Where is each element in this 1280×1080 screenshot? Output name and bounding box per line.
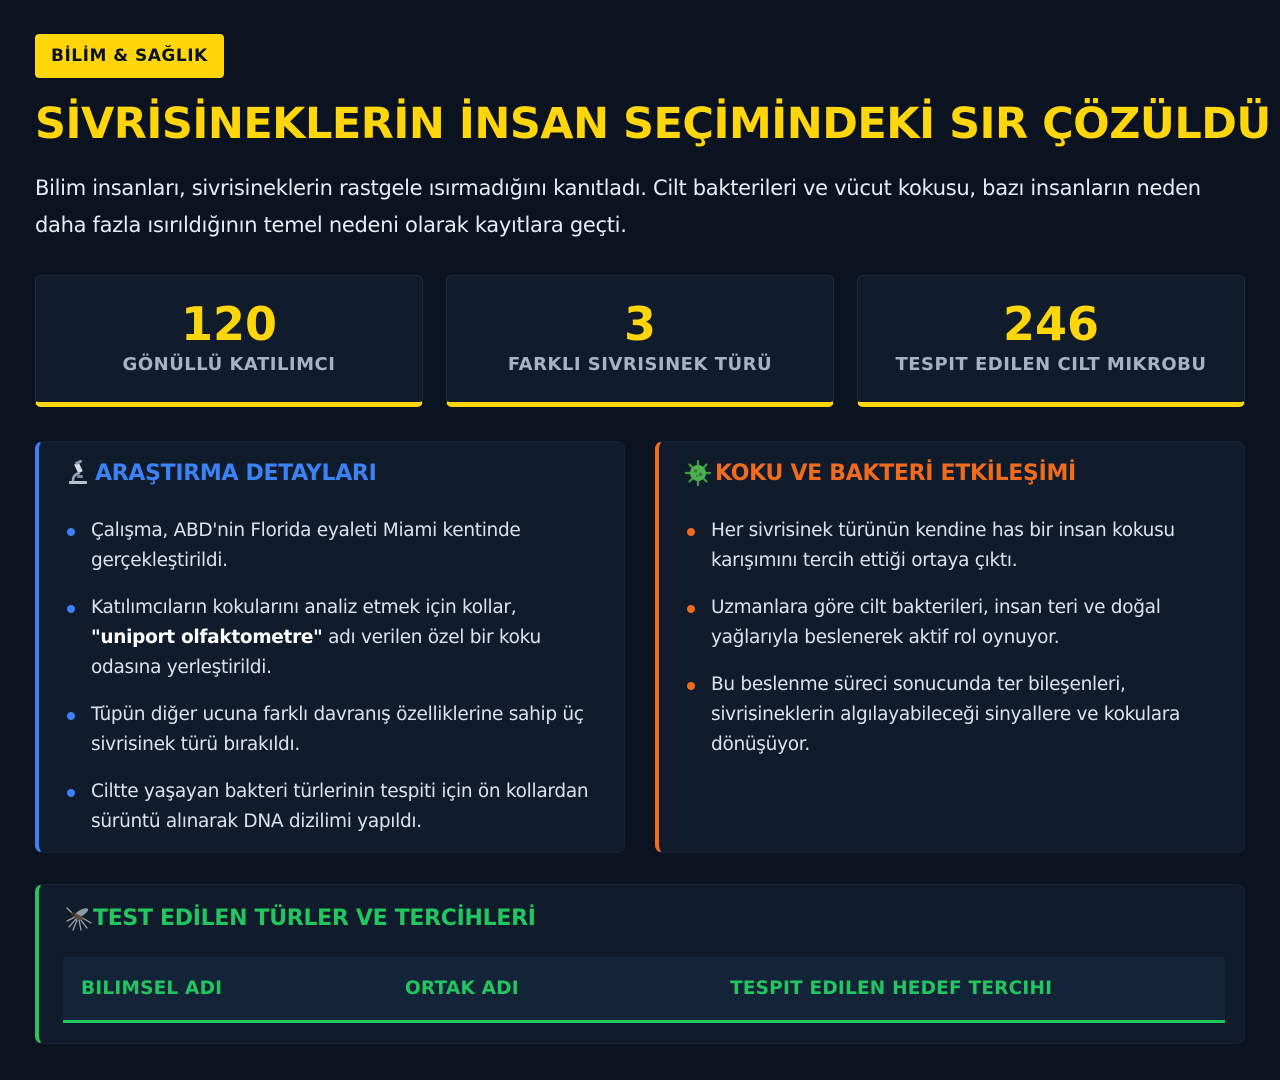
- list-item: Bu beslenme süreci sonucunda ter bileşenleri, sivrisineklerin algılayabileceği sinyallere ve kokulara dönüşüyor.: [687, 670, 1217, 760]
- bullet-icon: [687, 605, 695, 613]
- odor-heading: [685, 460, 1076, 486]
- column-header-scientific-name: BILIMSEL ADI: [63, 957, 387, 1021]
- stat-label: FARKLI SIVRISINEK TÜRÜ: [507, 354, 773, 375]
- odor-bacteria-card: [655, 441, 1245, 853]
- list-item: Her sivrisinek türünün kendine has bir insan kokusu karışımını tercih ettiği ortaya çıktı.: [687, 516, 1217, 576]
- odor-heading-text: KOKU VE BAKTERİ ETKİLEŞİMİ: [715, 460, 1076, 486]
- research-heading: [65, 460, 376, 486]
- bullet-icon: [687, 528, 695, 536]
- stat-label: GÖNÜLLÜ KATILIMCI: [122, 354, 336, 375]
- list-item: Ciltte yaşayan bakteri türlerinin tespiti için ön kollardan sürüntü alınarak DNA dizilimi yapıldı.: [67, 777, 597, 837]
- stat-value: 120: [180, 297, 278, 351]
- page-title: SİVRİSİNEKLERİN İNSAN SEÇİMİNDEKİ SIR ÇÖZÜLDÜ: [35, 99, 1271, 149]
- list-item: Tüpün diğer ucuna farklı davranış özelliklerine sahip üç sivrisinek türü bırakıldı.: [67, 700, 597, 760]
- microbe-icon: [685, 460, 711, 486]
- species-heading: [65, 905, 536, 931]
- microscope-icon: [65, 460, 91, 486]
- lead-paragraph: Bilim insanları, sivrisineklerin rastgele ısırmadığını kanıtladı. Cilt bakterileri ve vücut kokusu, bazı insanların neden daha fazla ısırıldığının temel nedeni olarak kayıtlara geçti.: [35, 176, 1201, 237]
- column-header-target-preference: TESPIT EDILEN HEDEF TERCIHI: [712, 957, 1225, 1021]
- mosquito-icon: [65, 905, 91, 931]
- column-header-common-name: ORTAK ADI: [387, 957, 712, 1021]
- stat-card-microbes: [857, 275, 1245, 407]
- bullet-icon: [687, 682, 695, 690]
- bullet-icon: [67, 605, 75, 613]
- odor-list: [687, 516, 1217, 777]
- category-badge: BİLİM & SAĞLIK: [35, 34, 224, 78]
- table-header-row: [63, 957, 1225, 1021]
- species-table-card: [35, 884, 1245, 1044]
- stats-row: [35, 275, 1245, 407]
- research-heading-text: ARAŞTIRMA DETAYLARI: [95, 460, 377, 486]
- species-heading-text: TEST EDİLEN TÜRLER VE TERCİHLERİ: [93, 905, 536, 931]
- stat-label: TESPIT EDILEN CILT MIKROBU: [895, 354, 1207, 375]
- bullet-icon: [67, 528, 75, 536]
- list-item: Katılımcıların kokularını analiz etmek için kollar, "uniport olfaktometre" adı verilen özel bir koku odasına yerleştirildi.: [67, 593, 597, 683]
- list-item: Uzmanlara göre cilt bakterileri, insan teri ve doğal yağlarıyla beslenerek aktif rol oynuyor.: [687, 593, 1217, 653]
- species-table: [63, 957, 1225, 1023]
- research-list: [67, 516, 597, 854]
- list-item: Çalışma, ABD'nin Florida eyaleti Miami kentinde gerçekleştirildi.: [67, 516, 597, 576]
- stat-value: 3: [623, 297, 656, 351]
- stat-value: 246: [1002, 297, 1100, 351]
- research-details-card: [35, 441, 625, 853]
- stat-card-species: [446, 275, 834, 407]
- stat-card-participants: [35, 275, 423, 407]
- bullet-icon: [67, 712, 75, 720]
- bullet-icon: [67, 789, 75, 797]
- highlighted-term: "uniport olfaktometre": [91, 627, 323, 648]
